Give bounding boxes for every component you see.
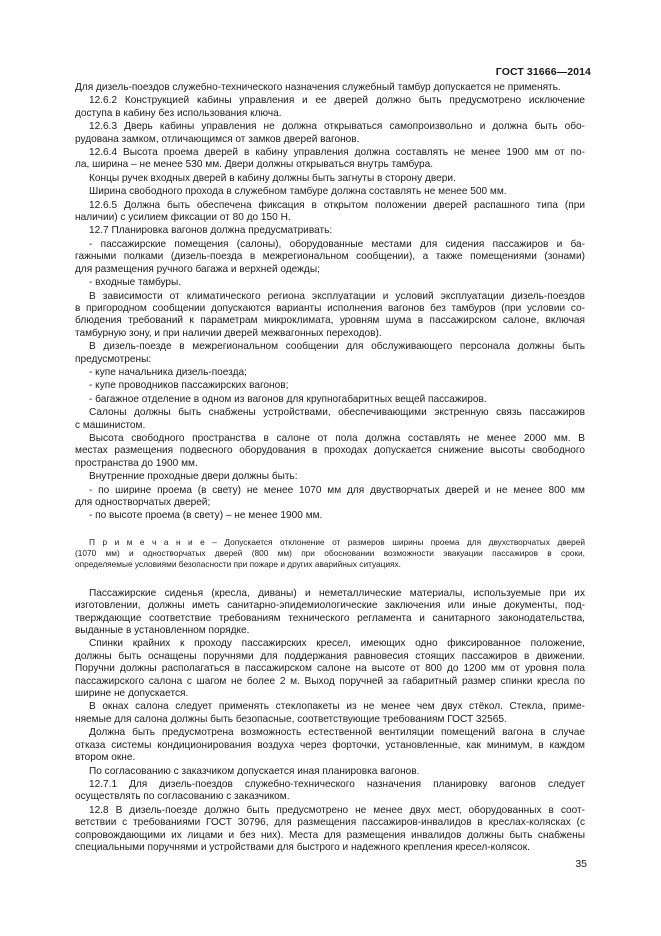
text-line: должны быть оснащены поручнями для поддержания равновесия стоящих пассажиров в движении. xyxy=(75,650,585,662)
text-line: ла, ширина – не менее 530 мм. Двери должны открываться внутрь тамбура. xyxy=(75,159,434,171)
text-line: Внутренние проходные двери должны быть: xyxy=(89,471,298,483)
text-line: - багажное отделение в одном из вагонов для крупногабаритных вещей пассажиров. xyxy=(89,393,487,405)
note-line: (1070 мм) и одностворчатых дверей (800 мм) при обосновании возможности эвакуации пассажиров в сроки, xyxy=(75,547,585,558)
text-line: В окнах салона следует применять стеклопакеты из не менее чем двух стёкол. Стекла, приме- xyxy=(89,701,585,713)
text-line: наличии) с усилием фиксации от 80 до 150 Н. xyxy=(75,212,291,224)
text-line: - купе проводников пассажирских вагонов; xyxy=(89,380,289,392)
text-line: осуществлять по согласованию с заказчиком. xyxy=(75,791,290,803)
text-line: сопровождающими их лицами и без них). Места для размещения инвалидов должны быть снабжены xyxy=(75,829,585,841)
text-line: в пригородном сообщении допускаются варианты исполнения вагонов без тамбуров (при условии со- xyxy=(75,302,585,314)
paragraph xyxy=(75,341,585,366)
text-line: Салоны должны быть снабжены устройствами, обеспечивающими экстренную связь пассажиров xyxy=(89,407,585,419)
text-line: тверждающие соответствие требованиям технического регламента и санитарного законодательства, xyxy=(75,612,585,624)
text-line: отказа системы кондиционирования воздуха через форточки, установленные, как минимум, в каждом xyxy=(75,739,585,751)
paragraph xyxy=(75,485,585,510)
text-line: доступа в кабину без использования ключа. xyxy=(75,107,282,119)
text-line: Поручни должны располагаться в пассажирском салоне на высоте от 800 до 1200 мм от уровня пола xyxy=(75,663,585,675)
paragraph xyxy=(75,588,585,638)
text-line: изготовлении, должны иметь санитарно-эпидемиологические заключения или иные документы, под- xyxy=(75,600,585,612)
text-line: 12.7 Планировка вагонов должна предусматривать: xyxy=(89,225,333,237)
paragraph xyxy=(75,779,585,804)
paragraph xyxy=(75,147,585,172)
paragraph xyxy=(75,407,585,432)
paragraph xyxy=(75,394,585,406)
paragraph xyxy=(75,200,585,225)
paragraph xyxy=(75,510,585,522)
text-line: 12.6.4 Высота проема дверей в кабину управления должна составлять не менее 1900 мм от по- xyxy=(89,147,585,159)
text-line: - купе начальника дизель-поезда; xyxy=(89,366,247,378)
text-line: По согласованию с заказчиком допускается иная планировка вагонов. xyxy=(89,765,420,777)
text-line: выданные в установленном порядке. xyxy=(75,625,250,637)
paragraph xyxy=(75,766,585,778)
text-line: Ширина свободного прохода в служебном тамбуре должна составлять не менее 500 мм. xyxy=(89,186,507,198)
text-line: - входные тамбуры. xyxy=(89,277,182,289)
text-line: няемые для салона должны быть безопасные, соответствующие требованиям ГОСТ 32565. xyxy=(75,713,507,725)
text-line: рудована замком, отличающимся от замков дверей вагонов. xyxy=(75,133,360,145)
paragraph xyxy=(75,727,585,764)
text-line: Высота свободного пространства в салоне от пола должна составлять не менее 2000 мм. В xyxy=(89,432,585,444)
paragraph xyxy=(75,367,585,379)
text-line: 12.8 В дизель-поезде должно быть предусмотрено не менее двух мест, оборудованных в соот- xyxy=(89,804,585,816)
paragraph xyxy=(75,95,585,120)
paragraph xyxy=(75,82,585,94)
paragraph xyxy=(75,471,585,483)
paragraph xyxy=(75,186,585,198)
text-line: - пассажирские помещения (салоны), оборудованные местами для сидения пассажиров и ба- xyxy=(89,238,585,250)
note-line: определяемые условиями безопасности при пожаре и других аварийных ситуациях. xyxy=(75,558,401,569)
note-label: П р и м е ч а н и е xyxy=(89,536,205,547)
paragraph xyxy=(75,638,585,700)
text-line: Для дизель-поездов служебно-технического назначения служебный тамбур допускается не применять. xyxy=(75,82,561,93)
paragraph xyxy=(75,433,585,470)
standard-code-header: ГОСТ 31666—2014 xyxy=(495,66,591,78)
note-text: – Допускается отклонение от размеров ширины проема для двухстворчатых дверей xyxy=(212,536,585,547)
text-line: В зависимости от климатического региона эксплуатации и условий эксплуатации дизель-поездов xyxy=(89,290,585,302)
text-line: пространства до 1900 мм. xyxy=(75,457,198,469)
text-line: специальными поручнями и устройствами для быстрого и надежного крепления кресел-колясок. xyxy=(75,841,530,853)
text-line: пассажирского салона с шагом не более 2 м. Выход поручней за габаритный размер спинки кресла по xyxy=(75,675,585,687)
text-line: тамбурную зону, и при наличии дверей межвагонных переходов). xyxy=(75,327,382,339)
text-line: - по ширине проема (в свету) не менее 1070 мм для двустворчатых дверей и не менее 800 мм xyxy=(89,484,585,496)
paragraph xyxy=(75,380,585,392)
text-line: ширине не допускается. xyxy=(75,688,189,700)
paragraph xyxy=(75,277,585,289)
text-line: 12.7.1 Для дизель-поездов служебно-технического назначения планировку вагонов следует xyxy=(89,778,585,790)
note-line xyxy=(75,537,585,548)
text-line: гажными полками (дизель-поезда в межрегиональном сообщении), а также помещениями (зонами) xyxy=(75,251,585,263)
text-line: с машинистом. xyxy=(75,419,146,431)
text-line: втором окне. xyxy=(75,752,136,764)
page-number: 35 xyxy=(575,858,587,870)
paragraph xyxy=(75,805,585,855)
paragraph xyxy=(75,291,585,341)
note-block xyxy=(75,537,585,570)
paragraph xyxy=(75,239,585,276)
text-line: - по высоте проема (в свету) – не менее 1900 мм. xyxy=(89,510,323,522)
text-line: Пассажирские сиденья (кресла, диваны) и неметаллические материалы, используемые при их xyxy=(89,587,585,599)
text-line: 12.6.3 Дверь кабины управления не должна открываться самопроизвольно и должна быть обо- xyxy=(89,121,585,133)
text-line: местах размещения подвесного оборудования в проходах допускается снижение высоты свободного xyxy=(75,445,585,457)
text-line: для одностворчатых дверей; xyxy=(75,497,211,508)
paragraph xyxy=(75,121,585,146)
paragraph xyxy=(75,173,585,185)
paragraph xyxy=(75,225,585,237)
document-body xyxy=(75,82,585,855)
text-line: 12.6.5 Должна быть обеспечена фиксация в открытом положении дверей распашного типа (при xyxy=(89,199,585,211)
text-line: 12.6.2 Конструкцией кабины управления и ее дверей должно быть предусмотрено исключение xyxy=(89,95,585,107)
text-line: Спинки крайних к проходу пассажирских кресел, имеющих одно фиксированное положение, xyxy=(89,638,585,650)
text-line: Должна быть предусмотрена возможность естественной вентиляции помещений вагона в случае xyxy=(89,727,585,739)
text-line: предусмотрены: xyxy=(75,353,152,365)
text-line: ветствии с требованиями ГОСТ 30796, для размещения пассажиров-инвалидов в креслах-колясках (с xyxy=(75,817,585,829)
paragraph xyxy=(75,701,585,726)
text-line: блюдения требований к параметрам микроклимата, уровням шума в пассажирском салоне, включая xyxy=(75,315,585,327)
text-line: Концы ручек входных дверей в кабину должны быть загнуты в сторону двери. xyxy=(89,172,456,184)
text-line: для размещения ручного багажа и верхней одежды; xyxy=(75,263,320,275)
text-line: В дизель-поезде в межрегиональном сообщении для обслуживающего персонала должны быть xyxy=(89,341,585,353)
